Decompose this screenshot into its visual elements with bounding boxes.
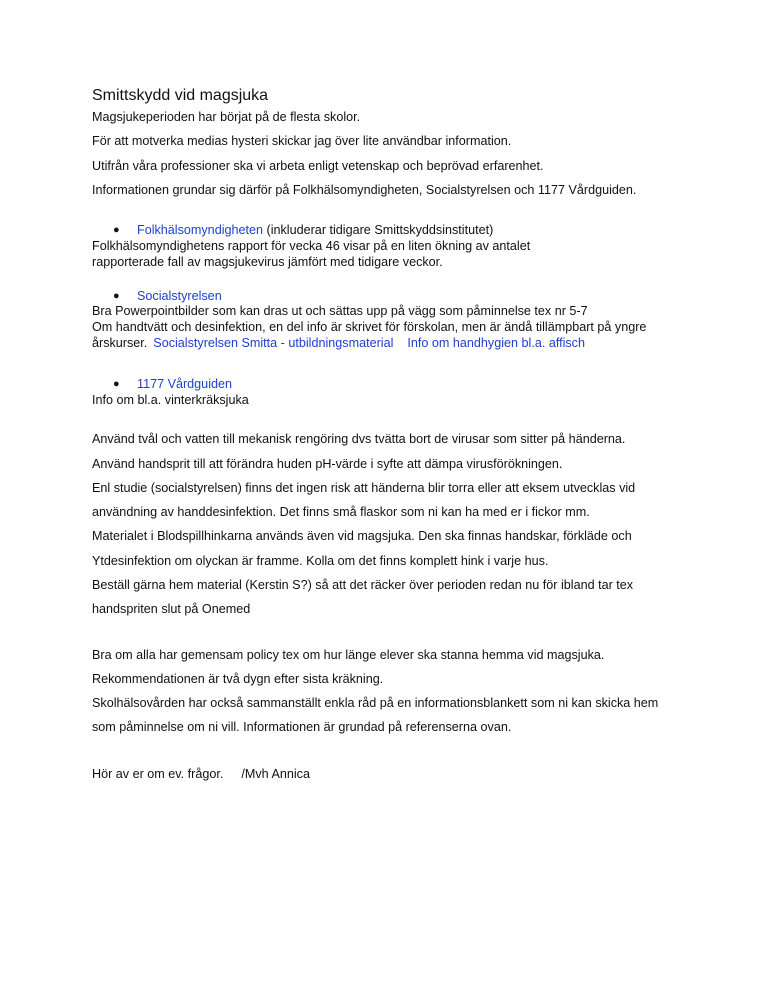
body-line-4: användning av handdesinfektion. Det finns små flaskor som ni kan ha med er i fickor mm.: [92, 505, 590, 519]
body-line-2: Använd handsprit till att förändra huden pH-värde i syfte att dämpa virusförökningen.: [92, 457, 563, 471]
socialstyrelsen-last-prefix: årskurser.: [92, 336, 148, 350]
socialstyrelsen-line-1: Bra Powerpointbilder som kan dras ut och sättas upp på vägg som påminnelse tex nr 5-7: [92, 304, 588, 318]
section-folkhalsomyndigheten-heading: [137, 222, 493, 238]
bullet-icon: ●: [113, 224, 120, 236]
socialstyrelsen-line-2: Om handtvätt och desinfektion, en del info är skrivet för förskolan, men är ändå tillämpbart på yngre: [92, 320, 647, 334]
bullet-icon: ●: [113, 378, 120, 390]
signature: /Mvh Annica: [241, 767, 310, 781]
intro-line-2: För att motverka medias hysteri skickar jag över lite användbar information.: [92, 134, 512, 148]
body-line-5: Materialet i Blodspillhinkarna används även vid magsjuka. Den ska finnas handskar, förkläde och: [92, 529, 632, 543]
body-line-1: Använd tvål och vatten till mekanisk rengöring dvs tvätta bort de virusar som sitter på händerna.: [92, 432, 626, 446]
body-line-8: handspriten slut på Onemed: [92, 602, 251, 616]
intro-line-1: Magsjukeperioden har börjat på de flesta skolor.: [92, 110, 361, 124]
socialstyrelsen-utbildningsmaterial-link[interactable]: Socialstyrelsen Smitta - utbildningsmaterial: [153, 336, 394, 350]
bullet-icon: ●: [113, 290, 120, 302]
socialstyrelsen-link[interactable]: Socialstyrelsen: [137, 289, 222, 303]
body-line-3: Enl studie (socialstyrelsen) finns det ingen risk att händerna blir torra eller att eksem utvecklas vid: [92, 481, 636, 495]
section-vardguiden-heading: [137, 376, 232, 392]
handhygien-affisch-link[interactable]: Info om handhygien bl.a. affisch: [407, 336, 585, 350]
section-socialstyrelsen-heading: [137, 288, 222, 304]
policy-line-2: Rekommendationen är två dygn efter sista kräkning.: [92, 672, 384, 686]
closing-question: Hör av er om ev. frågor.: [92, 767, 224, 781]
vardguiden-line-1: Info om bl.a. vinterkräksjuka: [92, 393, 249, 407]
folkhalsomyndigheten-suffix: (inkluderar tidigare Smittskyddsinstitutet): [266, 223, 494, 237]
socialstyrelsen-line-3: [92, 335, 585, 351]
intro-line-4: Informationen grundar sig därför på Folkhälsomyndigheten, Socialstyrelsen och 1177 Vårdguiden.: [92, 183, 637, 197]
vardguiden-link[interactable]: 1177 Vårdguiden: [137, 377, 232, 391]
page-title: Smittskydd vid magsjuka: [92, 87, 269, 104]
body-line-6: Ytdesinfektion om olyckan är framme. Kolla om det finns komplett hink i varje hus.: [92, 554, 549, 568]
intro-line-3: Utifrån våra professioner ska vi arbeta enligt vetenskap och beprövad erfarenhet.: [92, 159, 544, 173]
folkhalsomyndigheten-line-1: Folkhälsomyndighetens rapport för vecka 46 visar på en liten ökning av antalet: [92, 239, 531, 253]
folkhalsomyndigheten-link[interactable]: Folkhälsomyndigheten: [137, 223, 264, 237]
folkhalsomyndigheten-line-2: rapporterade fall av magsjukevirus jämfört med tidigare veckor.: [92, 255, 443, 269]
policy-line-1: Bra om alla har gemensam policy tex om hur länge elever ska stanna hemma vid magsjuka.: [92, 648, 605, 662]
policy-line-3: Skolhälsovården har också sammanställt enkla råd på en informationsblankett som ni kan skicka hem: [92, 696, 659, 710]
policy-line-4: som påminnelse om ni vill. Informationen är grundad på referenserna ovan.: [92, 720, 512, 734]
body-line-7: Beställ gärna hem material (Kerstin S?) så att det räcker över perioden redan nu för ibland tar tex: [92, 578, 634, 592]
closing-line: [92, 766, 310, 782]
